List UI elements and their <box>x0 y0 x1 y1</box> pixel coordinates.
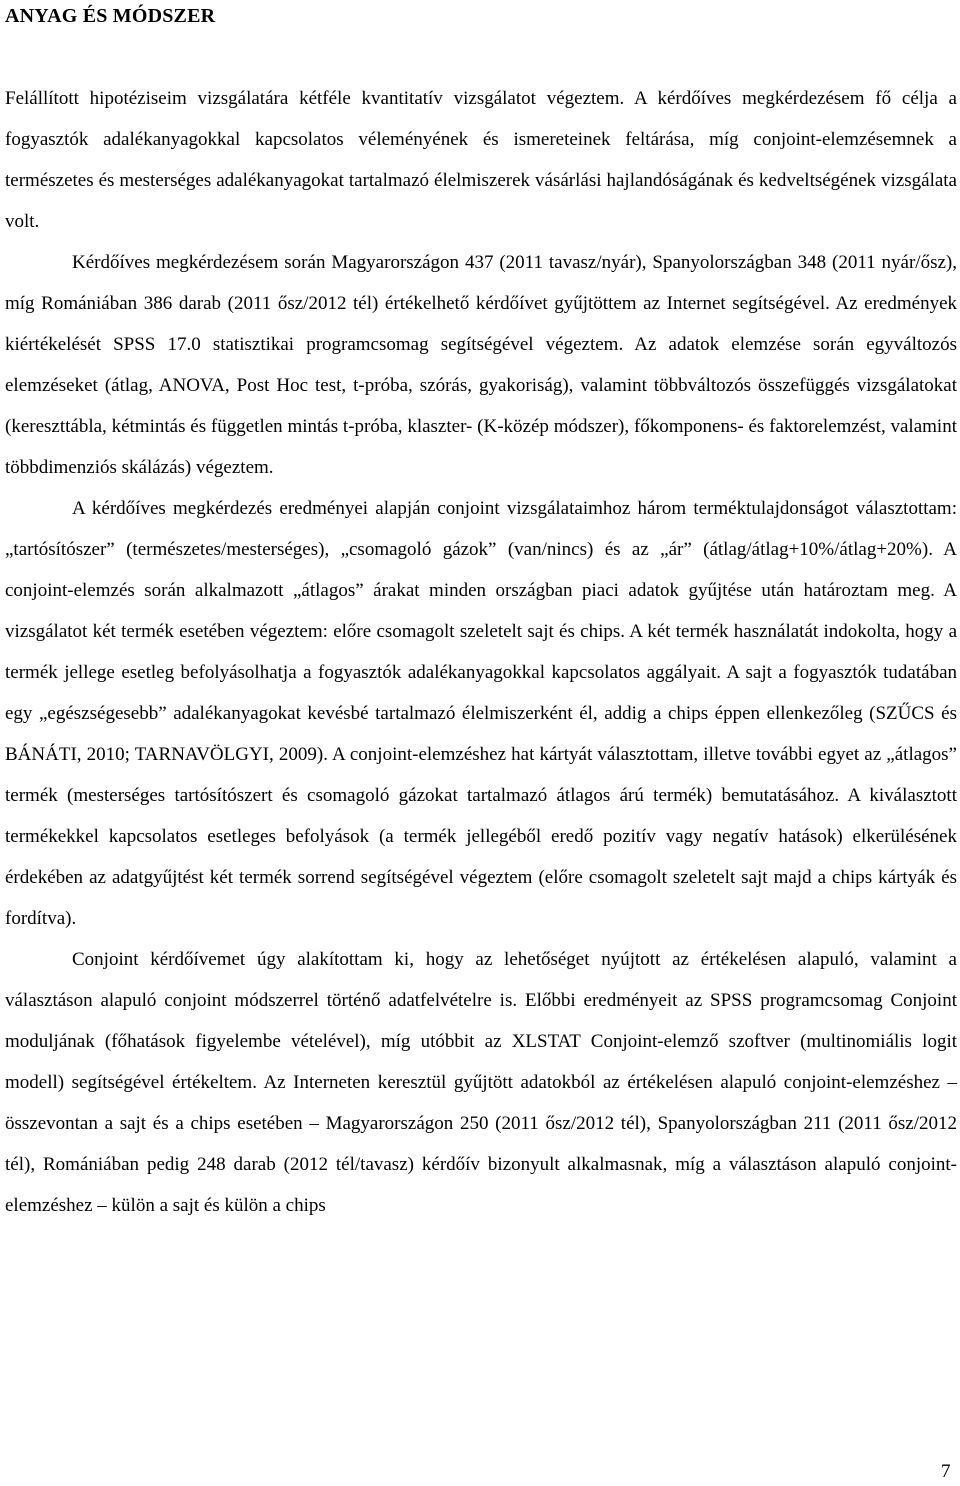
page-number: 7 <box>941 1461 951 1482</box>
paragraph-survey: Kérdőíves megkérdezésem során Magyarországon 437 (2011 tavasz/nyár), Spanyolországban 348 (2011 nyár/ősz), míg Romániában 386 darab (2011 ősz/2012 tél) értékelhető kérdőívet gyűjtöttem az Internet segítségével. Az eredmények kiértékelését SPSS 17.0 statisztikai programcsomag segítségével végeztem. Az adatok elemzése során egyváltozós elemzéseket (átlag, ANOVA, Post Hoc test, t-próba, szórás, gyakoriság), valamint többváltozós összefüggés vizsgálatokat (kereszttábla, kétmintás és független mintás t-próba, klaszter- (K-közép módszer), főkomponens- és faktorelemzést, valamint többdimenziós skálázás) végeztem. <box>5 252 957 478</box>
paragraph-conjoint-questionnaire: Conjoint kérdőívemet úgy alakítottam ki, hogy az lehetőséget nyújtott az értékelésen alapuló, valamint a választáson alapuló conjoint módszerrel történő adatfelvételre is. Előbbi eredményeit az SPSS programcsomag Conjoint moduljának (főhatások figyelembe vételével), míg utóbbit az XLSTAT Conjoint-elemző szoftver (multinomiális logit modell) segítségével értékeltem. Az Interneten keresztül gyűjtött adatokból az értékelésen alapuló conjoint-elemzéshez – összevontan a sajt és a chips esetében – Magyarországon 250 (2011 ősz/2012 tél), Spanyolországban 211 (2011 ősz/2012 tél), Romániában pedig 248 darab (2012 tél/tavasz) kérdőív bizonyult alkalmasnak, míg a választáson alapuló conjoint-elemzéshez – külön a sajt és külön a chips <box>5 949 957 1216</box>
section-heading: ANYAG ÉS MÓDSZER <box>5 5 216 27</box>
paragraph-intro: Felállított hipotéziseim vizsgálatára kétféle kvantitatív vizsgálatot végeztem. A kérdőíves megkérdezésem fő célja a fogyasztók adalékanyagokkal kapcsolatos véleményének és ismereteinek feltárása, míg conjoint-elemzésemnek a természetes és mesterséges adalékanyagokat tartalmazó élelmiszerek vásárlási hajlandóságának és kedveltségének vizsgálata volt. <box>5 88 957 232</box>
paragraph-conjoint-attributes: A kérdőíves megkérdezés eredményei alapján conjoint vizsgálataimhoz három terméktulajdonságot választottam: „tartósítószer” (természetes/mesterséges), „csomagoló gázok” (van/nincs) és az „ár” (átlag/átlag+10%/átlag+20%). A conjoint-elemzés során alkalmazott „átlagos” árakat minden országban piaci adatok gyűjtése után határoztam meg. A vizsgálatot két termék esetében végeztem: előre csomagolt szeletelt sajt és chips. A két termék használatát indokolta, hogy a termék jellege esetleg befolyásolhatja a fogyasztók adalékanyagokkal kapcsolatos aggályait. A sajt a fogyasztók tudatában egy „egészségesebb” adalékanyagokat kevésbé tartalmazó élelmiszerként él, addig a chips éppen ellenkezőleg (SZŰCS és BÁNÁTI, 2010; TARNAVÖLGYI, 2009). A conjoint-elemzéshez hat kártyát választottam, illetve további egyet az „átlagos” termék (mesterséges tartósítószert és csomagoló gázokat tartalmazó átlagos árú termék) bemutatásához. A kiválasztott termékekkel kapcsolatos esetleges befolyások (a termék jellegéből eredő pozitív vagy negatív hatások) elkerülésének érdekében az adatgyűjtést két termék sorrend segítségével végeztem (előre csomagolt szeletelt sajt majd a chips kártyák és fordítva). <box>5 498 957 929</box>
body-text <box>5 78 957 1226</box>
